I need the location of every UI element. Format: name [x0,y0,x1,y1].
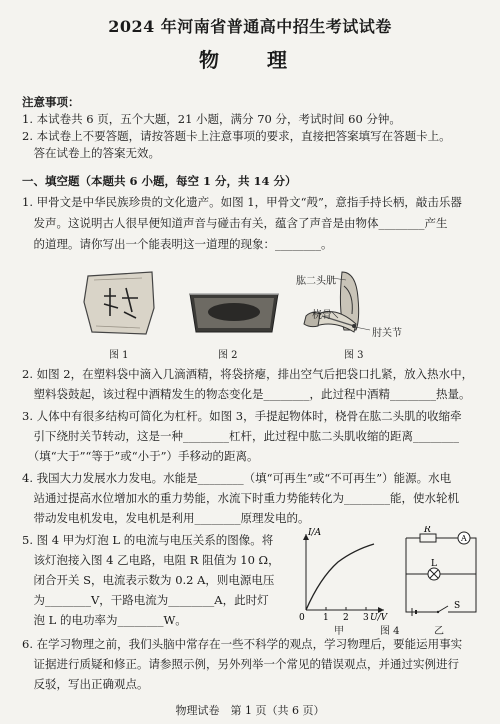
figure-4-iu-graph [292,526,392,626]
question-line: 泡 L 的电功率为________W。 [22,613,187,627]
figure-1-oracle-bone [82,268,158,338]
question-line: 该灯泡接入图 4 乙电路，电阻 R 阻值为 10 Ω， [22,553,280,567]
circuit-S-label: S [454,601,461,611]
question-line: 站通过提高水位增加水的重力势能，水流下时重力势能转化为________能，使水轮机 [22,491,459,505]
question-line: 5. 图 4 甲为灯泡 L 的电流与电压关系的图像。将 [22,533,274,547]
graph-origin: 0 [299,613,305,623]
question-line: 的道理。请你写出一个能表明这一道理的现象：________。 [22,237,333,251]
question-line: 4. 我国大力发展水力发电。水能是________（填“可再生”或“不可再生”）能源。水电 [22,471,452,485]
question-line: 1. 甲骨文是中华民族珍贵的文化遗产。如图 1，甲骨文“殸”，意指手持长柄，敲击乐器 [22,195,462,209]
note-line: 1. 本试卷共 6 页，五个大题，21 小题，满分 70 分，考试时间 60 分钟。 [22,112,401,126]
figure-4-circuit-caption: 乙 [434,626,444,637]
figure-3-label-elbow: 肘关节 [372,328,402,339]
circuit-R-label: R [424,526,431,535]
question-line: 为________V，干路电流为________A，此时灯 [22,593,269,607]
page-footer: 物理试卷 第 1 页（共 6 页） [175,704,325,717]
question-line: 3. 人体中有很多结构可简化为杠杆。如图 3，手提起物体时，桡骨在肱二头肌的收缩牵 [22,409,462,423]
circuit-L-label: L [431,559,437,569]
figure-4-graph-caption: 甲 [334,626,344,637]
question-line: （填“大于”“等于”或“小于”）手移动的距离。 [22,449,259,463]
figure-3-label-radius: 桡骨 [312,310,332,321]
figure-3-caption: 图 3 [344,350,364,361]
question-line: 发声。这说明古人很早便知道声音与碰击有关，蕴含了声音是由物体________产生 [22,216,448,230]
figure-2-caption: 图 2 [218,350,238,361]
graph-tick: 1 [323,613,329,623]
section-heading: 一、填空题（本题共 6 小题，每空 1 分，共 14 分） [22,174,297,188]
figure-4-caption: 图 4 [380,626,400,637]
question-line: 引下绕肘关节转动，这是一种________杠杆，此过程中肱二头肌收缩的距离________ [22,429,459,443]
graph-tick: 3 [363,613,369,623]
question-line: 2. 如图 2，在塑料袋中滴入几滴酒精，将袋挤瘪，排出空气后把袋口扎紧，放入热水中， [22,367,474,381]
question-line: 证据进行质疑和修正。请参照示例，另外列举一个常见的错误观点，并通过实例进行 [22,657,459,671]
figure-4-circuit [398,526,482,622]
figure-2-heated-water [186,288,282,336]
question-line: 带动发电机发电，发电机是利用________原理发电的。 [22,511,310,525]
question-line: 闭合开关 S，电流表示数为 0.2 A，则电源电压 [22,573,275,587]
note-line: 答在试卷上的答案无效。 [22,146,160,160]
question-line: 反驳，写出正确观点。 [22,677,149,691]
graph-ylabel: I/A [308,528,322,538]
exam-title: 2024 年河南省普通高中招生考试试卷 [108,17,392,36]
question-line: 塑料袋鼓起，该过程中酒精发生的物态变化是________，此过程中酒精________热量。 [22,387,471,401]
subject-title: 物 理 [199,48,301,72]
notes-heading: 注意事项： [22,95,80,109]
circuit-A-label: A [461,534,467,543]
figure-3-label-biceps: 肱二头肌 [296,276,336,287]
note-line: 2. 本试卷上不要答题，请按答题卡上注意事项的要求，直接把答案填写在答题卡上。 [22,129,451,143]
figure-1-caption: 图 1 [109,350,129,361]
graph-tick: 2 [343,613,349,623]
question-line: 6. 在学习物理之前，我们头脑中常存在一些不科学的观点，学习物理后，要能运用事实 [22,637,463,651]
graph-xlabel: U/V [370,613,388,623]
